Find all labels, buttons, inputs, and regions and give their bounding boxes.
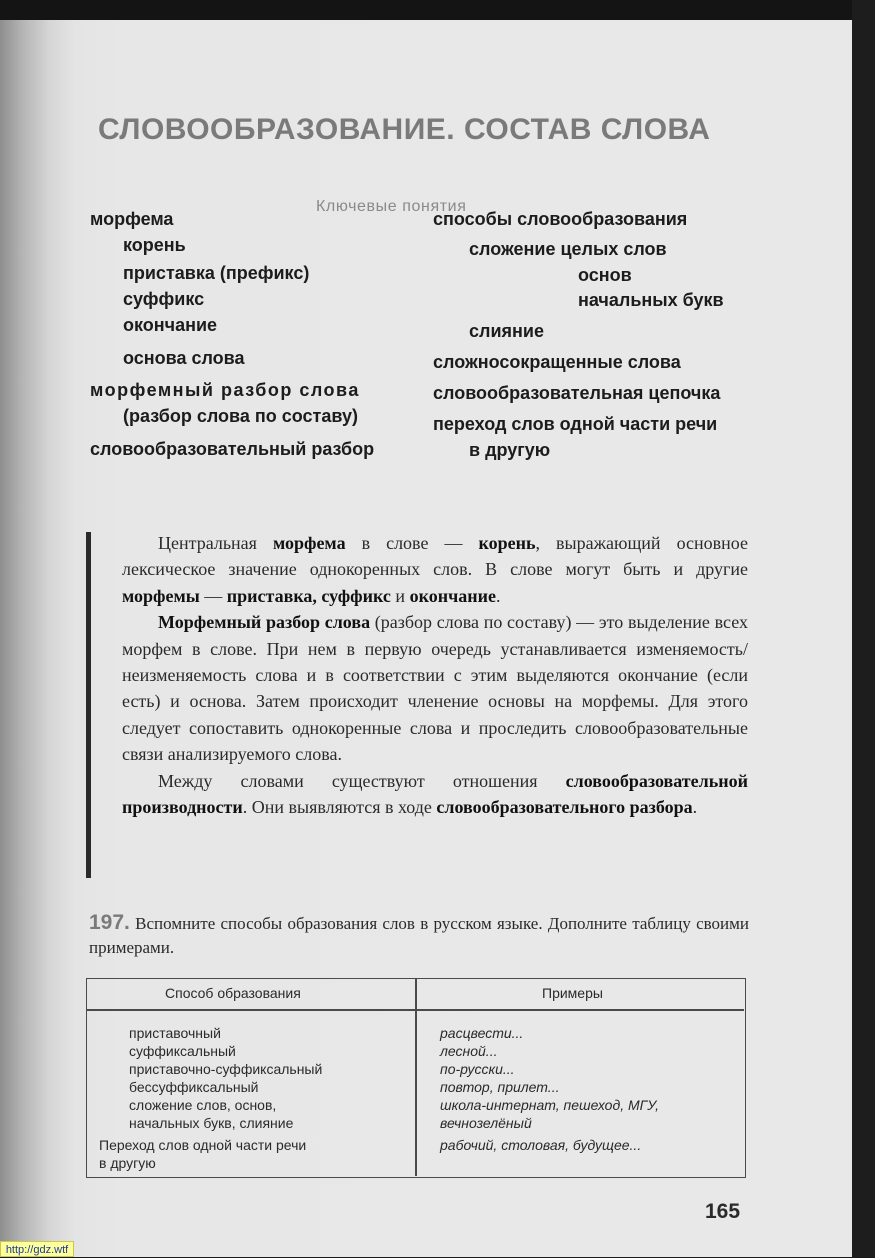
concept-term: способы словообразования [433, 209, 688, 229]
method-transition: Переход слов одной части речи в другую [99, 1137, 307, 1171]
example-item: расцвести... [440, 1025, 524, 1041]
table-header-method: Способ образования [165, 985, 301, 1001]
concept-term: морфемный разбор слова [90, 380, 360, 400]
method-item: бессуффиксальный [129, 1079, 259, 1095]
exercise-text: Вспомните способы образования слов в русском языке. Дополните таблицу своими примерами. [89, 914, 750, 957]
page-number: 165 [705, 1200, 741, 1223]
example-item: лесной... [440, 1043, 498, 1059]
example-list [440, 1024, 659, 1132]
method-item: начальных букв, слияние [129, 1115, 294, 1131]
table-header-divider [87, 1009, 744, 1011]
word-formation-table [86, 978, 746, 1178]
exercise-number: 197. [89, 911, 130, 934]
example-transition: рабочий, столовая, будущее... [440, 1137, 642, 1153]
example-item: по-русски... [440, 1061, 515, 1077]
theory-margin-rule [86, 532, 91, 878]
method-list [129, 1024, 322, 1132]
concept-term: приставка (префикс) [123, 263, 310, 283]
theory-paragraph: Между словами существуют отношения словообразовательной производности. Они выявляются в ходе словообразовательного разбора. [122, 770, 748, 818]
page-title: СЛОВООБРАЗОВАНИЕ. СОСТАВ СЛОВА [98, 113, 711, 146]
exercise-197 [89, 911, 749, 960]
concept-term: начальных букв [578, 290, 724, 310]
method-item: приставочно-суффиксальный [129, 1061, 323, 1077]
concept-term: корень [123, 235, 186, 255]
key-concepts-heading: Ключевые понятия [316, 198, 467, 215]
scan-top-edge [0, 0, 875, 20]
example-item: вечнозелёный [440, 1115, 532, 1131]
concept-term: основа слова [123, 348, 245, 368]
concept-term: переход слов одной части речи [433, 414, 718, 434]
method-item: суффиксальный [129, 1043, 236, 1059]
concept-term: словообразовательная цепочка [433, 383, 721, 403]
concept-term: сложение целых слов [469, 239, 667, 259]
concept-term: сложносокращенные слова [433, 352, 681, 372]
example-item: повтор, прилет... [440, 1079, 560, 1095]
table-header-examples: Примеры [542, 985, 603, 1001]
concept-term: в другую [469, 440, 551, 460]
concept-term: морфема [90, 209, 174, 229]
concept-term: слияние [469, 321, 544, 341]
concept-term: окончание [123, 315, 218, 335]
concept-term: суффикс [123, 289, 205, 309]
method-item: приставочный [129, 1025, 221, 1041]
concept-term: (разбор слова по составу) [123, 406, 358, 426]
example-item: школа-интернат, пешеход, МГУ, [440, 1097, 660, 1113]
theory-text [122, 530, 748, 820]
watermark-link[interactable]: http://gdz.wtf [0, 1241, 74, 1257]
theory-paragraph: Центральная морфема в слове — корень, выражающий основное лексическое значение однокоренных слов. В слове могут быть и другие морфемы — приставка, суффикс и окончание. [122, 533, 748, 606]
method-item: сложение слов, основ, [129, 1097, 277, 1113]
scan-right-edge [852, 0, 875, 1257]
concept-term: словообразовательный разбор [90, 439, 375, 459]
textbook-page [0, 20, 852, 1257]
theory-paragraph: Морфемный разбор слова (разбор слова по составу) — это выделение всех морфем в слове. При нем в первую очередь устанавливается изменяемость/неизменяемость слова и в соответствии с этим выделяются окончание (если есть) и основа. Затем происходит членение основы на морфемы. Для этого следует сопоставить однокоренные слова и проследить словообразовательные связи анализируемого слова. [122, 612, 748, 765]
concept-term: основ [578, 265, 632, 285]
